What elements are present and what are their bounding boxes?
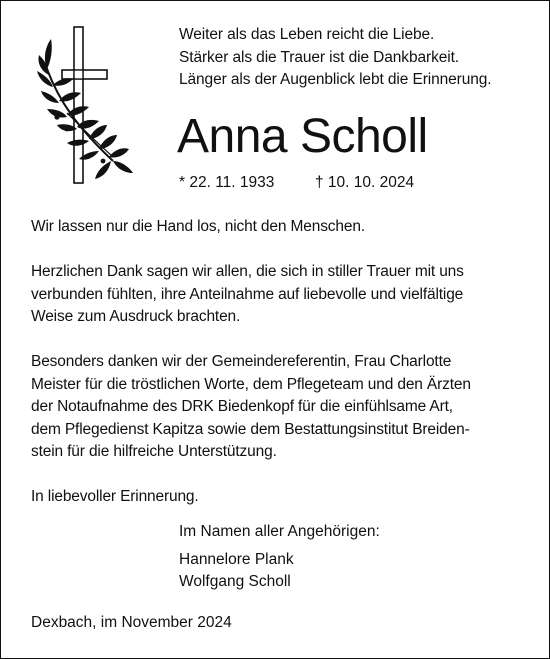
death-date: † 10. 10. 2024 bbox=[315, 174, 415, 191]
paragraph-line: der Notaufnahme des DRK Biedenkopf für die einfühlsame Art, bbox=[31, 398, 453, 415]
paragraph-line: Weise zum Ausdruck brachten. bbox=[31, 308, 241, 325]
quote-line: Stärker als die Trauer ist die Dankbarkeit. bbox=[179, 48, 459, 66]
paragraph-line: Herzlichen Dank sagen wir allen, die sich in stiller Trauer mit uns bbox=[31, 263, 464, 280]
special-thanks-paragraph bbox=[31, 351, 519, 464]
closing-line: In liebevoller Erinnerung. bbox=[31, 488, 199, 505]
paragraph-line: stein für die hilfreiche Unterstützung. bbox=[31, 443, 277, 460]
paragraph-line: verbunden fühlten, ihre Anteilnahme auf liebevolle und vielfältige bbox=[31, 285, 464, 303]
quote-line: Weiter als das Leben reicht die Liebe. bbox=[179, 26, 435, 43]
cross-with-olive-branch-icon bbox=[37, 21, 147, 193]
signature-block bbox=[179, 521, 509, 594]
birth-date: * 22. 11. 1933 bbox=[179, 174, 275, 191]
thanks-paragraph bbox=[31, 261, 519, 329]
signatory-name: Wolfgang Scholl bbox=[179, 573, 291, 590]
memorial-quote bbox=[179, 24, 529, 92]
opening-line: Wir lassen nur die Hand los, nicht den Menschen. bbox=[31, 218, 365, 235]
signatory-name: Hannelore Plank bbox=[179, 550, 294, 568]
notice-body bbox=[31, 216, 519, 531]
paragraph-line: Meister für die tröstlichen Worte, dem Pflegeteam und den Ärzten bbox=[31, 375, 471, 393]
paragraph-line: Besonders danken wir der Gemeindereferentin, Frau Charlotte bbox=[31, 353, 452, 370]
place-and-date: Dexbach, im November 2024 bbox=[31, 614, 232, 631]
quote-line: Länger als der Augenblick lebt die Erinnerung. bbox=[179, 71, 492, 88]
signature-intro: Im Namen aller Angehörigen: bbox=[179, 523, 380, 540]
paragraph-line: dem Pflegedienst Kapitza sowie dem Bestattungsinstitut Breiden- bbox=[31, 420, 470, 438]
deceased-name: Anna Scholl bbox=[177, 110, 428, 163]
